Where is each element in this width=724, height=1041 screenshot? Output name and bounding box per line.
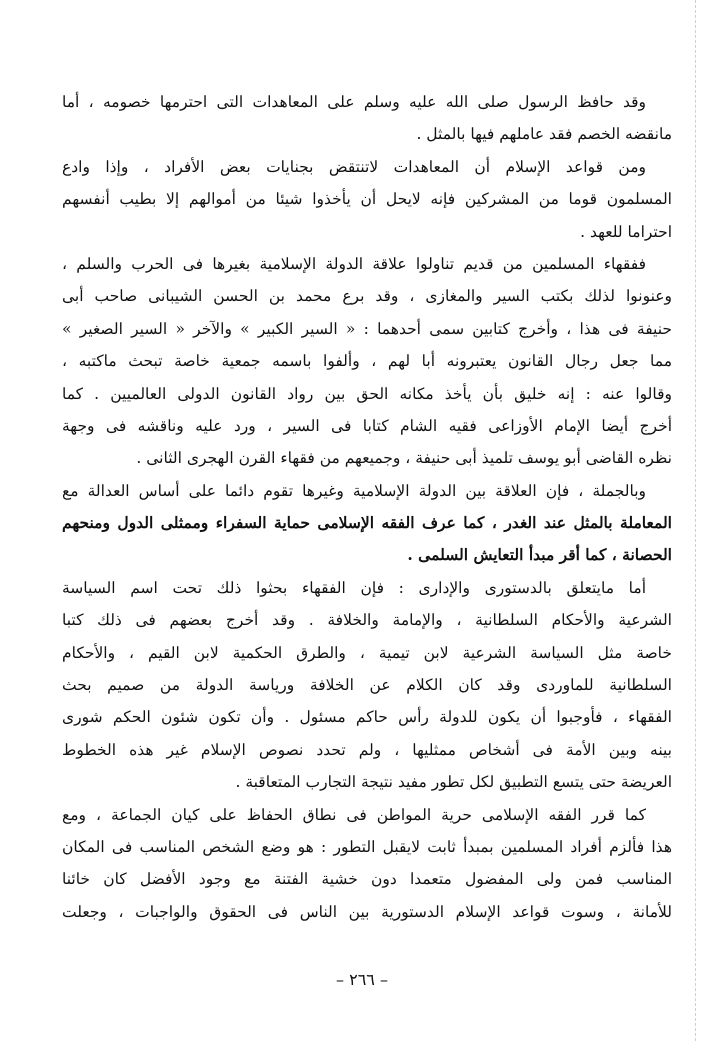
text-line: وعنونوا لذلك بكتب السير والمغازى ، وقد برع محمد بن الحسن الشيبانى صاحب أبى	[62, 287, 672, 306]
text-line: المناسب فمن ولى المفضول متعمدا دون خشية الفتنة مع وجود الأفضل كان خائنا	[62, 870, 672, 889]
text-line: للأمانة ، وسوت قواعد الإسلام الدستورية بين الناس فى الحقوق والواجبات ، وجعلت	[62, 902, 672, 921]
text-line: ففقهاء المسلمين من قديم تناولوا علاقة الدولة الإسلامية بغيرها فى الحرب والسلم ،	[62, 254, 646, 273]
text-line: وقالوا عنه : إنه خليق بأن يأخذ مكانه الحق بين رواد القانون الدولى العالميين . كما	[62, 384, 672, 403]
text-line: احتراما للعهد .	[580, 222, 672, 241]
text-line: الحصانة ، كما أقر مبدأ التعايش السلمى .	[407, 545, 672, 565]
page-number: – ٢٦٦ –	[336, 970, 388, 989]
text-line: أخرج أيضا الإمام الأوزاعى فقيه الشام كتابا فى السير ، ورد عليه وناقشه فى وجهة	[62, 416, 672, 435]
text-line: السلطانية للماوردى وقد كان الكلام عن الخلافة ورياسة الدولة من صميم بحث	[62, 676, 672, 695]
text-line: المعاملة بالمثل عند الغدر ، كما عرف الفقه الإسلامى حماية السفراء وممثلى الدول ومنحهم	[62, 513, 672, 533]
body-text	[62, 86, 672, 928]
text-line: مانقضه الخصم فقد عاملهم فيها بالمثل .	[416, 125, 672, 144]
text-line: مما جعل رجال القانون يعتبرونه أبا لهم ، وألفوا باسمه جمعية خاصة تبحث ماكتبه ،	[62, 352, 672, 371]
text-line: الفقهاء ، فأوجبوا أن يكون للدولة رأس حاكم مسئول . وأن تكون شئون الحكم شورى	[62, 708, 672, 727]
text-line: خاصة مثل السياسة الشرعية لابن تيمية ، والطرق الحكمية لابن القيم ، والأحكام	[62, 643, 672, 662]
text-line: كما قرر الفقه الإسلامى حرية المواطن فى نطاق الحفاظ على كيان الجماعة ، ومع	[62, 805, 646, 824]
text-line: وبالجملة ، فإن العلاقة بين الدولة الإسلامية وغيرها تقوم دائما على أساس العدالة مع	[62, 481, 646, 500]
text-line: المسلمون قوما من المشركين فإنه لايحل أن يأخذوا شيئا من أموالهم إلا بطيب أنفسهم	[62, 190, 672, 209]
text-line: وقد حافظ الرسول صلى الله عليه وسلم على المعاهدات التى احترمها خصومه ، أما	[62, 93, 646, 111]
text-line: أما مايتعلق بالدستورى والإدارى : فإن الفقهاء بحثوا ذلك تحت اسم السياسة	[62, 578, 646, 597]
text-line: الشرعية والأحكام السلطانية ، والإمامة والخلافة . وقد أخرج بعضهم فى ذلك كتبا	[62, 611, 672, 630]
text-line: نظره القاضى أبو يوسف تلميذ أبى حنيفة ، وجميعهم من فقهاء القرن الهجرى الثانى .	[136, 449, 672, 468]
text-line: بينه وبين الأمة فى أشخاص ممثليها ، ولم تحدد نصوص الإسلام غير هذه الخطوط	[62, 740, 672, 759]
text-line: هذا فألزم أفراد المسلمين بمبدأ ثابت لايقبل التطور : هو وضع الشخص المناسب فى المكان	[62, 837, 672, 856]
text-line: حنيفة فى هذا ، وأخرج كتابين سمى أحدهما : « السير الكبير » والآخر « السير الصغير »	[62, 319, 672, 338]
binding-margin-line	[695, 0, 696, 1041]
text-line: ومن قواعد الإسلام أن المعاهدات لاتنتقض بجنايات بعض الأفراد ، وإذا وادع	[62, 157, 646, 176]
text-line: العريضة حتى يتسع التطبيق لكل تطور مفيد نتيجة التجارب المتعاقبة .	[235, 773, 672, 792]
